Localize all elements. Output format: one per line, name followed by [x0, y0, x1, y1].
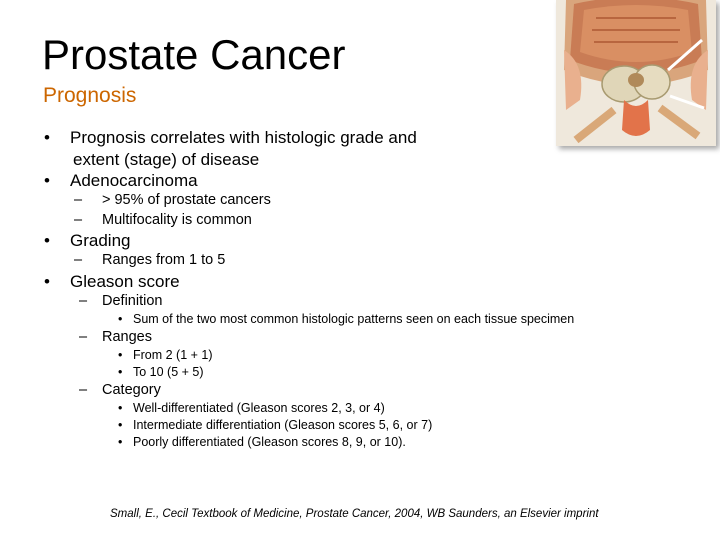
bullet-marker: • — [44, 272, 50, 291]
sub-ranges-1-5: Ranges from 1 to 5 — [102, 252, 226, 268]
anatomy-illustration — [556, 0, 716, 146]
sub-definition: Definition — [102, 293, 163, 309]
dash-marker: – — [74, 192, 83, 208]
bullet-prognosis-line2: extent (stage) of disease — [73, 150, 260, 169]
bullet-marker: • — [118, 401, 123, 415]
dash-marker: – — [74, 252, 83, 268]
sub-category: Category — [102, 382, 161, 398]
bullet-marker: • — [44, 128, 50, 147]
bullet-marker: • — [118, 365, 123, 379]
bullet-gleason-score: Gleason score — [70, 272, 180, 291]
item-well-differentiated: Well-differentiated (Gleason scores 2, 3, or 4) — [133, 401, 385, 415]
item-range-to: To 10 (5 + 5) — [133, 365, 204, 379]
dash-marker: – — [79, 329, 88, 345]
item-intermediate-differentiation: Intermediate differentiation (Gleason scores 5, 6, or 7) — [133, 418, 433, 432]
slide-subtitle: Prognosis — [43, 84, 137, 107]
bullet-marker: • — [118, 435, 123, 449]
bullet-marker: • — [118, 418, 123, 432]
sub-multifocality: Multifocality is common — [102, 212, 252, 228]
bullet-marker: • — [44, 231, 50, 250]
dash-marker: – — [79, 382, 88, 398]
dash-marker: – — [74, 212, 83, 228]
bullet-adenocarcinoma: Adenocarcinoma — [70, 171, 198, 190]
prostate-anatomy-image — [556, 0, 716, 146]
bullet-grading: Grading — [70, 231, 131, 250]
bullet-prognosis-line1: Prognosis correlates with histologic grade and — [70, 128, 417, 147]
citation: Small, E., Cecil Textbook of Medicine, Prostate Cancer, 2004, WB Saunders, an Elsevier imprint — [110, 508, 599, 520]
sub-95-percent: > 95% of prostate cancers — [102, 192, 271, 208]
slide-title: Prostate Cancer — [42, 31, 346, 78]
bullet-marker: • — [118, 348, 123, 362]
item-definition-text: Sum of the two most common histologic patterns seen on each tissue specimen — [133, 312, 575, 326]
bullet-marker: • — [44, 171, 50, 190]
dash-marker: – — [79, 293, 88, 309]
bullet-marker: • — [118, 312, 123, 326]
item-range-from: From 2 (1 + 1) — [133, 348, 213, 362]
item-poorly-differentiated: Poorly differentiated (Gleason scores 8, 9, or 10). — [133, 435, 406, 449]
sub-ranges: Ranges — [102, 329, 152, 345]
